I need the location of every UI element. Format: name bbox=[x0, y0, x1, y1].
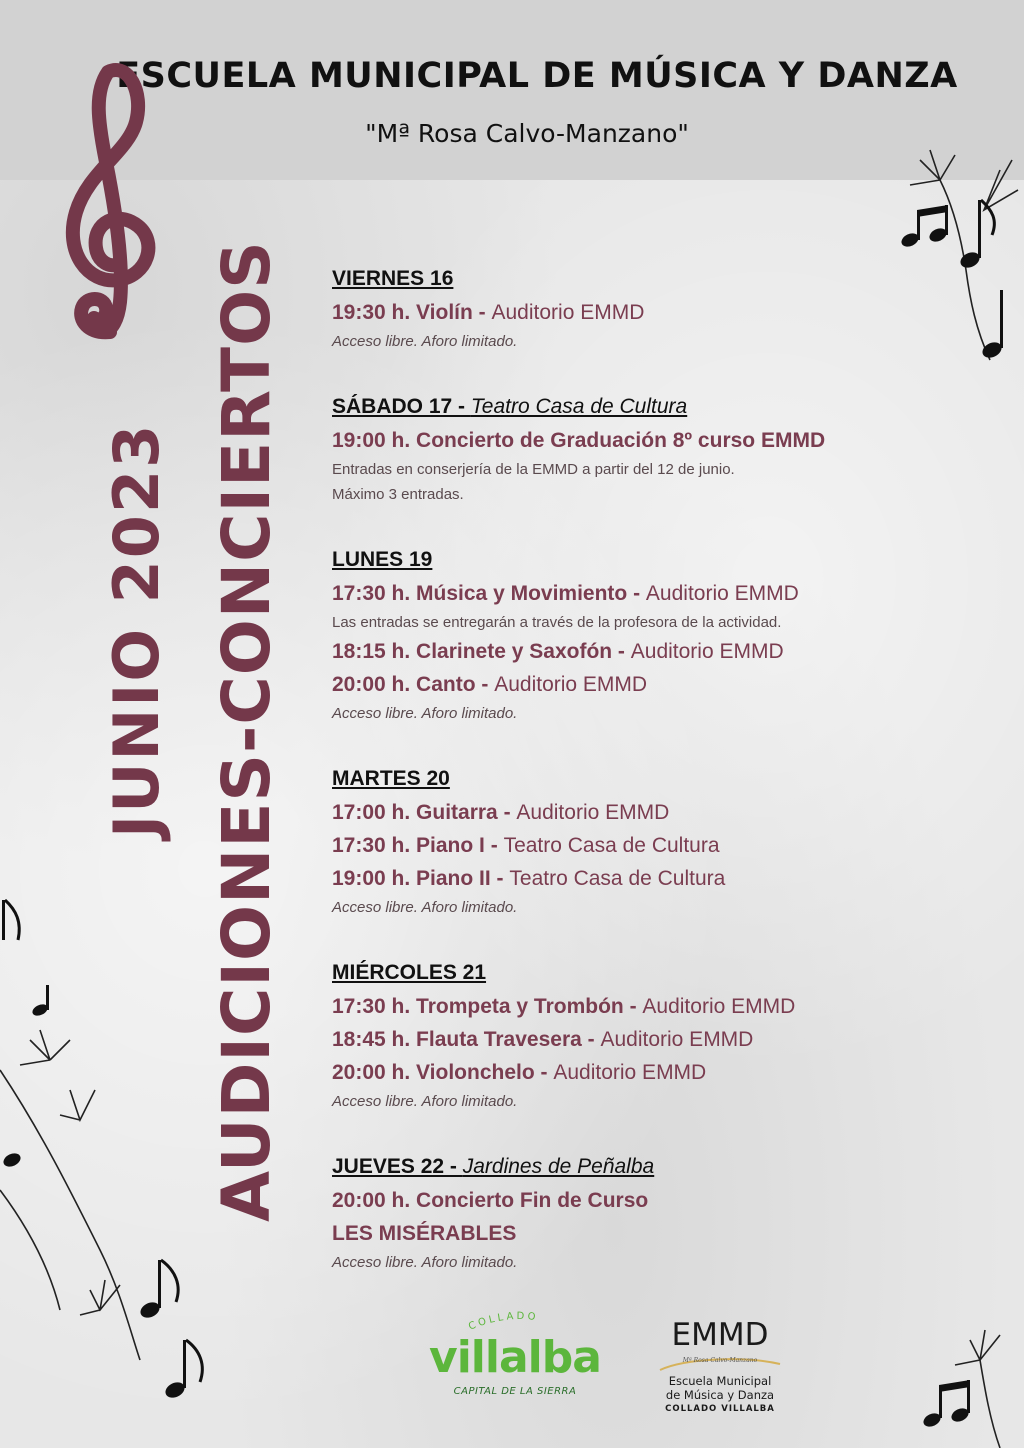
day-title bbox=[332, 390, 982, 424]
event-place: Auditorio EMMD bbox=[516, 801, 670, 824]
event bbox=[332, 296, 982, 329]
treble-clef-icon bbox=[48, 62, 168, 342]
event bbox=[332, 668, 982, 701]
event-title: 17:30 h. Trompeta y Trombón - bbox=[332, 995, 643, 1018]
event bbox=[332, 829, 982, 862]
ticket-note: Máximo 3 entradas. bbox=[332, 486, 464, 503]
access-note: Acceso libre. Aforo limitado. bbox=[332, 899, 518, 916]
event-title: 20:00 h. Violonchelo - bbox=[332, 1061, 554, 1084]
event-place: Auditorio EMMD bbox=[553, 1061, 707, 1084]
event-place: Auditorio EMMD bbox=[600, 1028, 754, 1051]
day-title: VIERNES 16 bbox=[332, 267, 454, 290]
month-year-heading: JUNIO 2023 bbox=[100, 422, 173, 838]
event-place: Auditorio EMMD bbox=[630, 640, 784, 663]
emmd-logo-line2: de Música y Danza bbox=[665, 1388, 775, 1402]
emmd-logo bbox=[656, 1318, 784, 1416]
emmd-signature bbox=[656, 1352, 784, 1374]
villalba-logo-tagline: CAPITAL DE LA SIERRA bbox=[453, 1386, 577, 1397]
access-note: Acceso libre. Aforo limitado. bbox=[332, 333, 518, 350]
day-title bbox=[332, 1150, 982, 1184]
day-location: Jardines de Peñalba bbox=[462, 1155, 655, 1178]
event-place: Auditorio EMMD bbox=[645, 582, 799, 605]
event bbox=[332, 862, 982, 895]
event-title: 17:00 h. Guitarra - bbox=[332, 801, 517, 824]
event-title: 20:00 h. Canto - bbox=[332, 673, 495, 696]
svg-text:Mª Rosa Calvo-Manzano: Mª Rosa Calvo-Manzano bbox=[682, 1357, 758, 1364]
day-title-text: SÁBADO 17 - bbox=[332, 395, 471, 418]
event-title: 19:00 h. Piano II - bbox=[332, 867, 510, 890]
emmd-logo-line1: Escuela Municipal bbox=[668, 1374, 772, 1388]
event-title: 20:00 h. Concierto Fin de Curso bbox=[332, 1189, 649, 1212]
event-title: 19:30 h. Violín - bbox=[332, 301, 492, 324]
event-title: 17:30 h. Música y Movimiento - bbox=[332, 582, 646, 605]
event-title: LES MISÉRABLES bbox=[332, 1222, 517, 1245]
day-title: LUNES 19 bbox=[332, 548, 433, 571]
day-block bbox=[332, 543, 982, 726]
event bbox=[332, 1056, 982, 1089]
access-note: Acceso libre. Aforo limitado. bbox=[332, 1254, 518, 1271]
event-place: Teatro Casa de Cultura bbox=[509, 867, 726, 890]
event bbox=[332, 635, 982, 668]
event-title: 18:15 h. Clarinete y Saxofón - bbox=[332, 640, 631, 663]
day-block bbox=[332, 390, 982, 507]
day-block bbox=[332, 762, 982, 920]
school-subtitle: "Mª Rosa Calvo-Manzano" bbox=[365, 119, 689, 148]
music-notes-icon bbox=[0, 890, 220, 1430]
event bbox=[332, 990, 982, 1023]
access-note: Acceso libre. Aforo limitado. bbox=[332, 705, 518, 722]
villalba-logo-main: villalba bbox=[429, 1332, 601, 1383]
event-place: Auditorio EMMD bbox=[642, 995, 796, 1018]
day-block bbox=[332, 956, 982, 1114]
event bbox=[332, 1184, 982, 1217]
event bbox=[332, 424, 982, 457]
day-location: Teatro Casa de Cultura bbox=[470, 395, 688, 418]
emmd-logo-name: EMMD bbox=[671, 1317, 769, 1353]
access-note: Acceso libre. Aforo limitado. bbox=[332, 1093, 518, 1110]
event-title: 19:00 h. Concierto de Graduación 8º curso EMMD bbox=[332, 429, 826, 452]
day-block bbox=[332, 262, 982, 354]
event bbox=[332, 796, 982, 829]
event bbox=[332, 577, 982, 610]
event-place: Auditorio EMMD bbox=[494, 673, 648, 696]
school-title: ESCUELA MUNICIPAL DE MÚSICA Y DANZA bbox=[116, 56, 958, 96]
villalba-logo-top: COLLADO bbox=[467, 1310, 539, 1333]
auditions-heading: AUDICIONES-CONCIERTOS bbox=[208, 240, 285, 1222]
day-title: MIÉRCOLES 21 bbox=[332, 961, 487, 984]
svg-text:COLLADO bbox=[467, 1311, 539, 1333]
schedule bbox=[332, 262, 982, 1311]
event-title: 18:45 h. Flauta Travesera - bbox=[332, 1028, 601, 1051]
event bbox=[332, 1217, 982, 1250]
event-title: 17:30 h. Piano I - bbox=[332, 834, 504, 857]
day-block bbox=[332, 1150, 982, 1275]
day-title-text: JUEVES 22 - bbox=[332, 1155, 463, 1178]
day-title: MARTES 20 bbox=[332, 767, 450, 790]
ticket-note: Entradas en conserjería de la EMMD a partir del 12 de junio. bbox=[332, 461, 735, 478]
event-place: Teatro Casa de Cultura bbox=[503, 834, 720, 857]
event bbox=[332, 1023, 982, 1056]
ticket-note: Las entradas se entregarán a través de la profesora de la actividad. bbox=[332, 614, 782, 631]
music-notes-icon bbox=[910, 1320, 1024, 1448]
villalba-logo bbox=[410, 1308, 620, 1403]
event-place: Auditorio EMMD bbox=[491, 301, 645, 324]
emmd-logo-line3: COLLADO VILLALBA bbox=[665, 1404, 775, 1414]
